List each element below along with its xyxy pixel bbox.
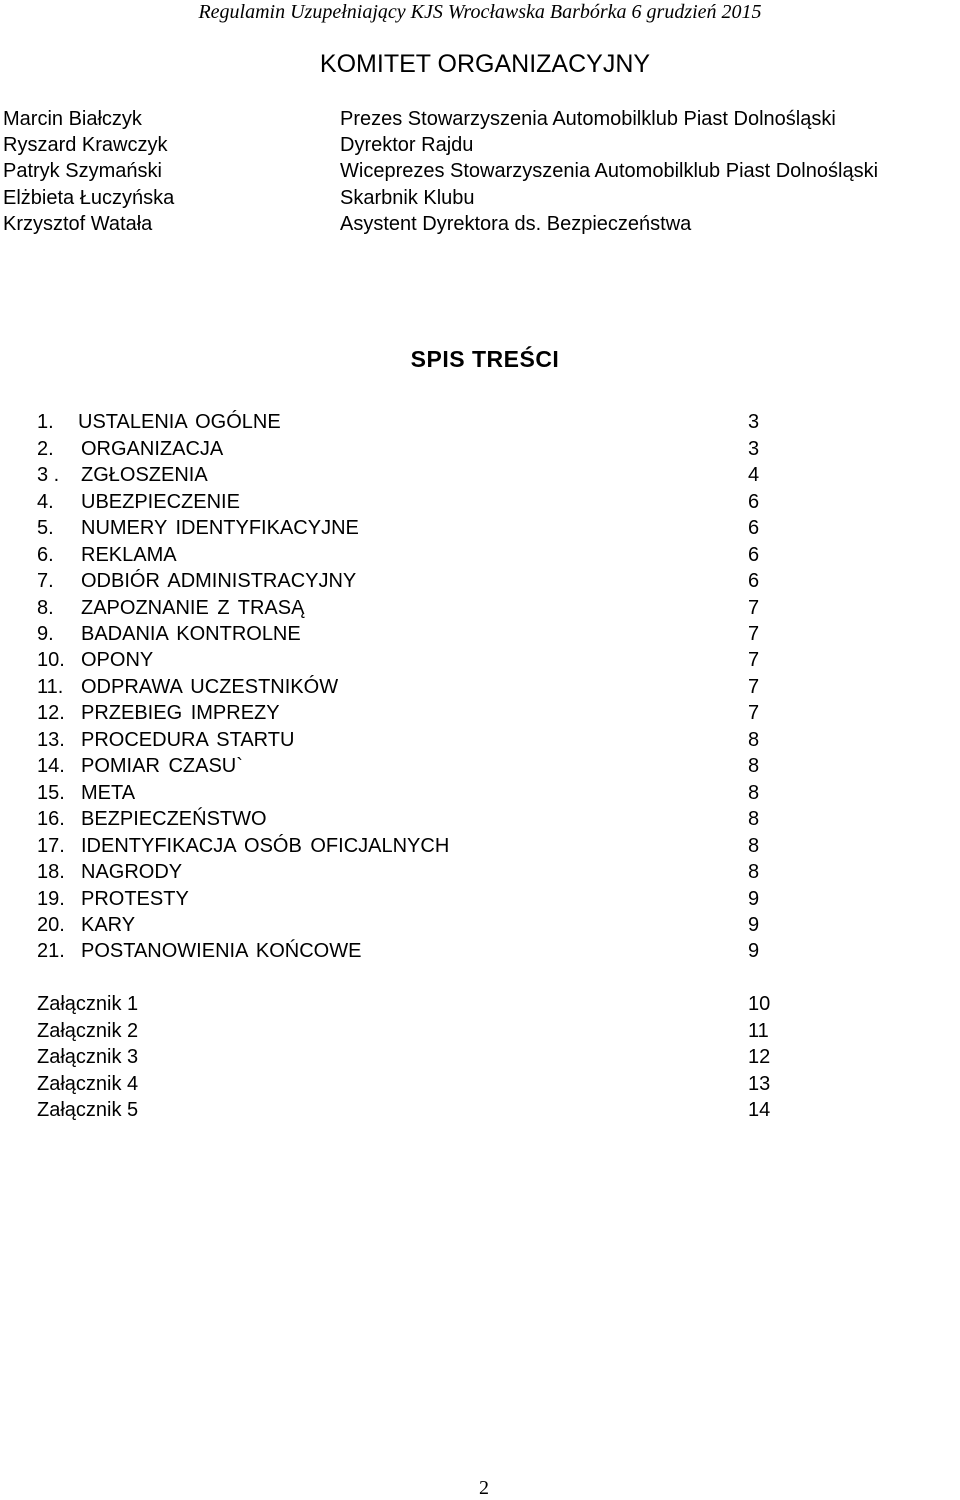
toc-entry-number: 21. [37,940,65,962]
toc-entry [0,833,960,859]
toc-entry-label: META [81,782,136,804]
member-role: Skarbnik Klubu [340,187,475,209]
committee-member [0,132,960,159]
attachment-entry [0,1097,960,1123]
toc-entry-page: 7 [748,597,760,619]
toc-entry-number: 19. [37,888,65,910]
toc-entry-label: REKLAMA [81,544,177,566]
toc-entry-page: 6 [748,517,760,539]
member-name: Marcin Białczyk [3,108,142,130]
attachment-entry [0,1018,960,1044]
attachment-label: Załącznik 5 [37,1099,139,1121]
toc-entry-number: 3 . [37,464,60,486]
attachment-entry [0,991,960,1017]
toc-entry [0,753,960,779]
toc-entry-page: 4 [748,464,760,486]
toc-entry-number: 17. [37,835,65,857]
toc-entry-page: 7 [748,676,760,698]
toc-entry-number: 8. [37,597,54,619]
toc-entry [0,595,960,621]
attachment-entry [0,1071,960,1097]
toc-entry-page: 8 [748,861,760,883]
member-name: Ryszard Krawczyk [3,134,168,156]
toc-entry-label: PROTESTY [81,888,189,910]
member-role: Prezes Stowarzyszenia Automobilklub Piast Dolnośląski [340,108,836,130]
toc-entry [0,806,960,832]
toc-entry-page: 3 [748,438,760,460]
toc-title: SPIS TREŚCI [410,346,560,372]
toc-entry-page: 9 [748,888,760,910]
toc-entry-number: 11. [37,676,64,698]
toc-entry-page: 8 [748,808,760,830]
committee-member [0,211,960,238]
toc-entry [0,859,960,885]
toc-entry-label: UBEZPIECZENIE [81,491,240,513]
toc-entry-label: PRZEBIEG IMPREZY [81,702,280,724]
member-name: Patryk Szymański [3,160,162,182]
toc-entry-page: 6 [748,570,760,592]
member-role: Dyrektor Rajdu [340,134,474,156]
committee-member [0,185,960,212]
toc-entry-number: 1. [37,411,54,433]
attachment-entry [0,1044,960,1070]
toc-entry [0,542,960,568]
member-name: Krzysztof Watała [3,213,153,235]
toc-entry [0,436,960,462]
toc-entry [0,912,960,938]
page-header: Regulamin Uzupełniający KJS Wrocławska Barbórka 6 grudzień 2015 [198,1,762,23]
toc-entry-label: ORGANIZACJA [81,438,224,460]
toc-entry [0,780,960,806]
toc-entry-number: 14. [37,755,65,777]
toc-entry [0,674,960,700]
attachment-label: Załącznik 1 [37,993,139,1015]
toc-entry-number: 18. [37,861,65,883]
toc-entry-label: BEZPIECZEŃSTWO [81,808,267,830]
toc-entry [0,938,960,964]
toc-entry-page: 8 [748,729,760,751]
toc-entry-label: IDENTYFIKACJA OSÓB OFICJALNYCH [81,835,450,857]
toc-entry-number: 20. [37,914,65,936]
toc-entry [0,409,960,435]
attachment-label: Załącznik 4 [37,1073,139,1095]
toc-entry-number: 7. [37,570,54,592]
toc-entry-page: 8 [748,755,760,777]
toc-entry [0,462,960,488]
attachment-page: 13 [748,1073,771,1095]
toc-entry-label: POMIAR CZASU` [81,755,243,777]
toc-entry-label: POSTANOWIENIA KOŃCOWE [81,940,362,962]
toc-entry-number: 5. [37,517,54,539]
toc-entry-label: ZAPOZNANIE Z TRASĄ [81,597,305,619]
member-role: Asystent Dyrektora ds. Bezpieczeństwa [340,213,692,235]
attachment-label: Załącznik 2 [37,1020,139,1042]
attachment-page: 11 [748,1020,769,1042]
committee-member [0,106,960,133]
attachment-page: 12 [748,1046,771,1068]
toc-entry-page: 8 [748,835,760,857]
toc-entry-label: ODBIÓR ADMINISTRACYJNY [81,570,357,592]
toc-entry-label: PROCEDURA STARTU [81,729,295,751]
toc-entry-number: 6. [37,544,54,566]
toc-entry-page: 7 [748,649,760,671]
toc-entry-page: 8 [748,782,760,804]
toc-entry-number: 13. [37,729,65,751]
committee-title: KOMITET ORGANIZACYJNY [319,50,651,78]
toc-entry-number: 4. [37,491,54,513]
toc-entry-number: 16. [37,808,65,830]
toc-entry [0,700,960,726]
toc-entry-label: NAGRODY [81,861,183,883]
toc-entry-label: BADANIA KONTROLNE [81,623,301,645]
toc-entry [0,515,960,541]
toc-entry [0,886,960,912]
member-name: Elżbieta Łuczyńska [3,187,175,209]
toc-entry-number: 10. [37,649,65,671]
toc-entry-number: 2. [37,438,54,460]
toc-entry-label: OPONY [81,649,154,671]
toc-entry [0,727,960,753]
attachment-page: 10 [748,993,771,1015]
toc-entry-label: ODPRAWA UCZESTNIKÓW [81,676,339,698]
toc-entry-page: 7 [748,623,760,645]
page-number: 2 [479,1477,489,1499]
toc-entry-label: ZGŁOSZENIA [81,464,208,486]
toc-entry-page: 6 [748,491,760,513]
toc-entry-page: 3 [748,411,760,433]
toc-entry [0,647,960,673]
attachment-label: Załącznik 3 [37,1046,139,1068]
toc-entry-label: KARY [81,914,136,936]
attachment-page: 14 [748,1099,771,1121]
toc-entry-label: USTALENIA OGÓLNE [78,411,281,433]
toc-entry-page: 7 [748,702,760,724]
toc-entry-number: 12. [37,702,65,724]
member-role: Wiceprezes Stowarzyszenia Automobilklub Piast Dolnośląski [340,160,879,182]
toc-entry-page: 9 [748,914,760,936]
toc-entry-page: 6 [748,544,760,566]
toc-entry-number: 9. [37,623,54,645]
toc-entry-label: NUMERY IDENTYFIKACYJNE [81,517,359,539]
toc-entry-number: 15. [37,782,65,804]
toc-entry [0,568,960,594]
toc-entry [0,621,960,647]
toc-entry-page: 9 [748,940,760,962]
toc-entry [0,489,960,515]
committee-member [0,158,960,185]
